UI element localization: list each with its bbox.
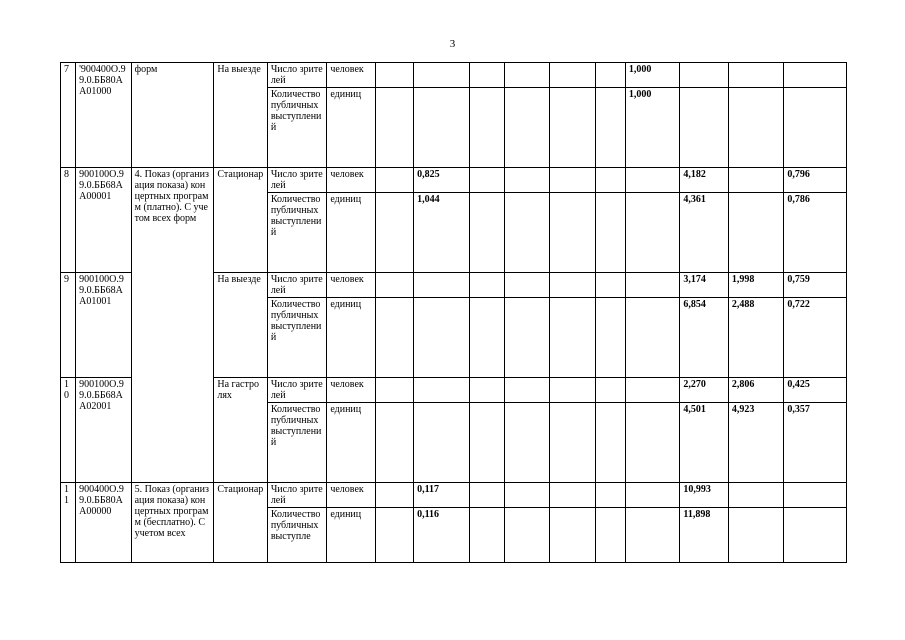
value-cell	[469, 168, 504, 193]
value-cell	[595, 483, 625, 508]
indicator-name-cell: Количество публичных выступлений	[267, 298, 327, 378]
registry-code-cell: '900400О.99.0.ББ80АА01000	[76, 63, 131, 168]
row-number-cell: 10	[61, 378, 76, 483]
value-cell: 3,174	[680, 273, 728, 298]
value-cell	[680, 63, 728, 88]
registry-code-cell: 900100О.99.0.ББ68АА01001	[76, 273, 131, 378]
page-number: 3	[449, 38, 456, 50]
value-cell	[728, 193, 783, 273]
row-number-cell: 7	[61, 63, 76, 168]
table-row	[61, 63, 847, 88]
value-cell	[375, 298, 413, 378]
service-place-cell: Стационар	[214, 483, 267, 563]
value-cell	[550, 88, 595, 168]
value-cell	[414, 273, 469, 298]
value-cell	[504, 88, 549, 168]
value-cell	[375, 63, 413, 88]
table-row	[61, 168, 847, 193]
value-cell: 1,044	[414, 193, 469, 273]
services-table	[60, 62, 847, 563]
value-cell	[784, 63, 847, 88]
service-place-cell: На выезде	[214, 273, 267, 378]
unit-cell: единиц	[327, 508, 375, 563]
indicator-name-cell: Число зрителей	[267, 378, 327, 403]
value-cell	[550, 508, 595, 563]
value-cell: 2,806	[728, 378, 783, 403]
registry-code-cell: 900400О.99.0.ББ80АА00000	[76, 483, 131, 563]
value-cell	[625, 298, 679, 378]
unit-cell: человек	[327, 168, 375, 193]
value-cell: 0,825	[414, 168, 469, 193]
value-cell: 1,000	[625, 88, 679, 168]
value-cell	[469, 193, 504, 273]
value-cell	[728, 88, 783, 168]
value-cell	[550, 193, 595, 273]
value-cell: 10,993	[680, 483, 728, 508]
value-cell	[595, 193, 625, 273]
value-cell	[375, 88, 413, 168]
registry-code-cell: 900100О.99.0.ББ68АА00001	[76, 168, 131, 273]
value-cell	[469, 273, 504, 298]
value-cell	[504, 403, 549, 483]
value-cell: 1,998	[728, 273, 783, 298]
value-cell: 4,361	[680, 193, 728, 273]
unit-cell: единиц	[327, 193, 375, 273]
value-cell: 0,759	[784, 273, 847, 298]
value-cell	[784, 88, 847, 168]
value-cell	[375, 193, 413, 273]
value-cell: 4,923	[728, 403, 783, 483]
value-cell: 4,182	[680, 168, 728, 193]
value-cell	[728, 483, 783, 508]
value-cell: 0,116	[414, 508, 469, 563]
value-cell	[504, 298, 549, 378]
value-cell	[550, 63, 595, 88]
row-number-cell: 8	[61, 168, 76, 273]
indicator-name-cell: Количество публичных выступлений	[267, 88, 327, 168]
service-place-cell: Стационар	[214, 168, 267, 273]
unit-cell: единиц	[327, 298, 375, 378]
value-cell	[550, 298, 595, 378]
value-cell	[680, 88, 728, 168]
unit-cell: единиц	[327, 88, 375, 168]
value-cell	[375, 378, 413, 403]
value-cell	[595, 273, 625, 298]
unit-cell: человек	[327, 378, 375, 403]
value-cell	[625, 168, 679, 193]
row-number-cell: 11	[61, 483, 76, 563]
value-cell	[414, 88, 469, 168]
value-cell	[595, 63, 625, 88]
value-cell	[784, 508, 847, 563]
value-cell	[469, 298, 504, 378]
value-cell	[504, 483, 549, 508]
value-cell	[504, 63, 549, 88]
indicator-name-cell: Количество публичных выступле	[267, 508, 327, 563]
value-cell	[414, 298, 469, 378]
value-cell	[504, 273, 549, 298]
value-cell	[375, 483, 413, 508]
indicator-name-cell: Число зрителей	[267, 168, 327, 193]
unit-cell: человек	[327, 273, 375, 298]
service-place-cell: На гастролях	[214, 378, 267, 483]
service-name-cell: форм	[131, 63, 214, 168]
service-name-cell: 4. Показ (организация показа) концертных программ (платно). С учетом всех форм	[131, 168, 214, 483]
indicator-name-cell: Число зрителей	[267, 483, 327, 508]
value-cell	[625, 483, 679, 508]
value-cell	[469, 378, 504, 403]
value-cell	[728, 63, 783, 88]
value-cell	[375, 508, 413, 563]
unit-cell: человек	[327, 483, 375, 508]
value-cell: 0,796	[784, 168, 847, 193]
value-cell	[504, 378, 549, 403]
value-cell	[375, 273, 413, 298]
value-cell	[550, 273, 595, 298]
value-cell	[414, 403, 469, 483]
value-cell	[375, 403, 413, 483]
indicator-name-cell: Число зрителей	[267, 273, 327, 298]
service-place-cell: На выезде	[214, 63, 267, 168]
value-cell: 0,117	[414, 483, 469, 508]
value-cell	[595, 403, 625, 483]
value-cell: 2,270	[680, 378, 728, 403]
indicator-name-cell: Количество публичных выступлений	[267, 193, 327, 273]
value-cell	[595, 508, 625, 563]
value-cell	[414, 63, 469, 88]
service-name-cell: 5. Показ (организация показа) концертных программ (бесплатно). С учетом всех	[131, 483, 214, 563]
indicator-name-cell: Число зрителей	[267, 63, 327, 88]
value-cell	[595, 168, 625, 193]
value-cell: 0,357	[784, 403, 847, 483]
value-cell: 6,854	[680, 298, 728, 378]
value-cell: 0,722	[784, 298, 847, 378]
value-cell	[504, 193, 549, 273]
value-cell: 11,898	[680, 508, 728, 563]
value-cell	[469, 403, 504, 483]
value-cell	[469, 88, 504, 168]
value-cell: 2,488	[728, 298, 783, 378]
value-cell	[375, 168, 413, 193]
value-cell	[595, 88, 625, 168]
value-cell	[469, 508, 504, 563]
value-cell	[625, 403, 679, 483]
value-cell	[504, 508, 549, 563]
value-cell	[550, 378, 595, 403]
value-cell	[728, 168, 783, 193]
value-cell	[595, 378, 625, 403]
value-cell: 1,000	[625, 63, 679, 88]
registry-code-cell: 900100О.99.0.ББ68АА02001	[76, 378, 131, 483]
value-cell	[625, 508, 679, 563]
unit-cell: человек	[327, 63, 375, 88]
value-cell	[469, 483, 504, 508]
value-cell	[728, 508, 783, 563]
value-cell: 0,786	[784, 193, 847, 273]
value-cell	[469, 63, 504, 88]
row-number-cell: 9	[61, 273, 76, 378]
value-cell	[414, 378, 469, 403]
value-cell	[504, 168, 549, 193]
indicator-name-cell: Количество публичных выступлений	[267, 403, 327, 483]
value-cell: 4,501	[680, 403, 728, 483]
unit-cell: единиц	[327, 403, 375, 483]
value-cell	[550, 403, 595, 483]
value-cell	[625, 273, 679, 298]
value-cell	[784, 483, 847, 508]
value-cell	[550, 483, 595, 508]
value-cell	[625, 378, 679, 403]
value-cell	[550, 168, 595, 193]
table-row	[61, 483, 847, 508]
value-cell: 0,425	[784, 378, 847, 403]
value-cell	[595, 298, 625, 378]
value-cell	[625, 193, 679, 273]
